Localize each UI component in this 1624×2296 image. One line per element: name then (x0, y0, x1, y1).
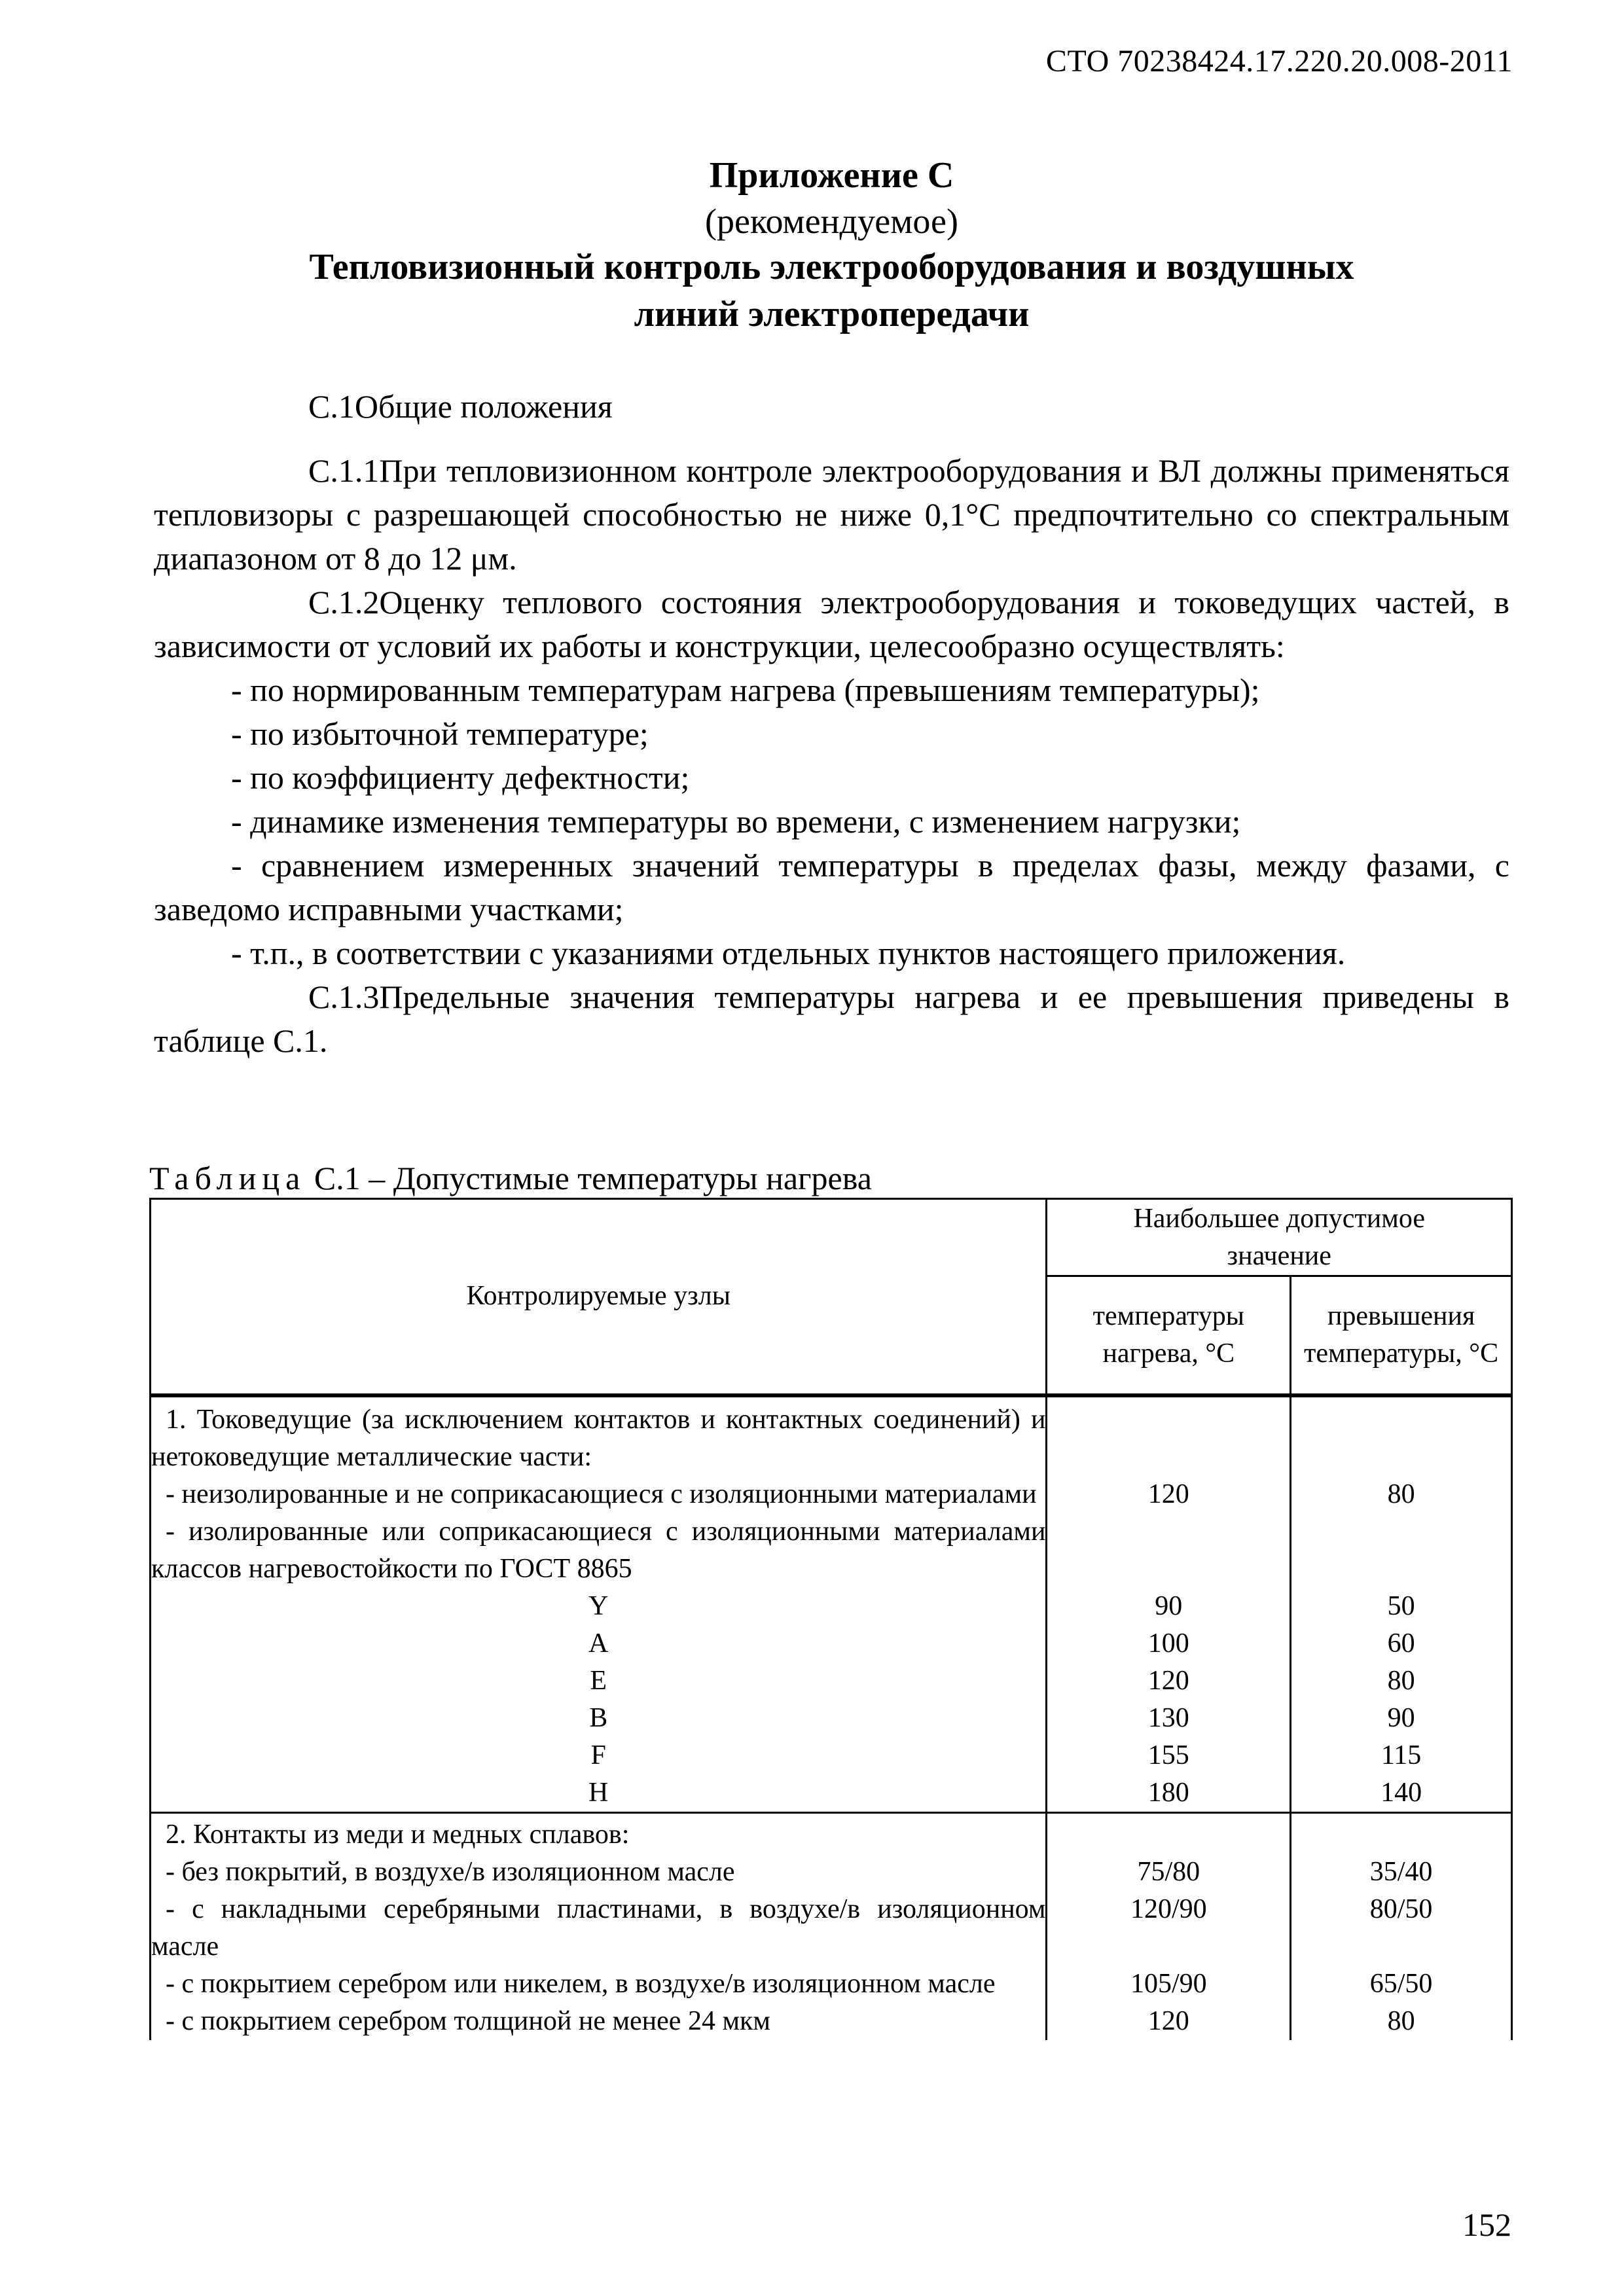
list-item: - т.п., в соответствии с указаниями отдельных пунктов настоящего приложения. (231, 935, 1346, 971)
table-row (151, 1588, 1512, 1625)
appendix-name-line-2: линий электропередачи (634, 294, 1030, 334)
group-1-item-1 (151, 1476, 1047, 1513)
group-2-item (151, 1891, 1047, 1965)
cell-temp: 130 (1047, 1700, 1291, 1737)
section-heading (154, 385, 1509, 429)
cell-text: - с покрытием серебром или никелем, в воздухе/в изоляционном масле (166, 1968, 996, 1999)
header-max-value-group: Наибольшее допустимое значение (1047, 1199, 1512, 1276)
table-row (151, 1812, 1512, 1854)
table-row (151, 1662, 1512, 1700)
table-row (151, 1700, 1512, 1737)
cell-temp: 75/80 (1047, 1854, 1291, 1891)
class-label: A (151, 1625, 1047, 1662)
table-caption (149, 1158, 872, 1198)
section-title: Общие положения (354, 388, 613, 425)
cell-text: - неизолированные и не соприкасающиеся с изоляционными материалами (166, 1479, 1037, 1509)
appendix-label: Приложение С (709, 155, 954, 196)
table-row (151, 1774, 1512, 1813)
paragraph-text: Оценку теплового состояния электрооборудования и токоведущих частей, в зависимости от условий их работы и конструкции, целесообразно осуществлять: (154, 584, 1509, 664)
cell-text: - с покрытием серебром толщиной не менее 24 мкм (166, 2005, 770, 2036)
paragraph-c-1-2 (154, 581, 1509, 668)
class-label: Y (151, 1588, 1047, 1625)
cell-temp: 155 (1047, 1737, 1291, 1774)
temperature-table (149, 1198, 1513, 2040)
list-item: - сравнением измеренных значений температуры в пределах фазы, между фазами, с заведомо исправными участками; (154, 847, 1509, 927)
group-2-item (151, 1854, 1047, 1891)
table-row (151, 1476, 1512, 1513)
cell-rise: 80 (1291, 2003, 1512, 2040)
cell-rise: 60 (1291, 1625, 1512, 1662)
header-temperature-rise: превышения температуры, °С (1291, 1276, 1512, 1395)
cell-rise: 80/50 (1291, 1891, 1512, 1965)
list-item: - динамике изменения температуры во времени, с изменением нагрузки; (231, 803, 1241, 840)
cell-rise: 35/40 (1291, 1854, 1512, 1891)
list-item: - по нормированным температурам нагрева (превышениям температуры); (231, 672, 1260, 708)
cell-rise: 90 (1291, 1700, 1512, 1737)
cell-temp: 180 (1047, 1774, 1291, 1813)
table-row (151, 1737, 1512, 1774)
header-controlled-nodes: Контролируемые узлы (151, 1199, 1047, 1395)
paragraph-c-1-3 (154, 975, 1509, 1063)
table-row (151, 1625, 1512, 1662)
table-row (151, 1854, 1512, 1891)
cell-temp: 120 (1047, 2003, 1291, 2040)
class-label: F (151, 1737, 1047, 1774)
group-2-item (151, 2003, 1047, 2040)
cell-text: - с накладными серебряными пластинами, в воздухе/в изоляционном масле (151, 1893, 1046, 1962)
cell-rise: 80 (1291, 1662, 1512, 1700)
class-label: H (151, 1774, 1047, 1813)
paragraph-text: При тепловизионном контроле электрооборудования и ВЛ должны применяться тепловизоры с разрешающей способностью не ниже 0,1°С предпочтительно со спектральным диапазоном от 8 до 12 μм. (154, 452, 1509, 577)
paragraph-c-1-1 (154, 449, 1509, 581)
paragraph-number: С.1.2 (308, 584, 380, 620)
header-heating-temperature: температуры нагрева, °С (1047, 1276, 1291, 1395)
cell-temp: 100 (1047, 1625, 1291, 1662)
table-row (151, 2003, 1512, 2040)
table-row (151, 1965, 1512, 2003)
table-row (151, 1891, 1512, 1965)
group-1-item-2 (151, 1513, 1047, 1588)
cell-temp: 105/90 (1047, 1965, 1291, 2003)
table-caption-text: С.1 – Допустимые температуры нагрева (314, 1160, 872, 1196)
cell-text: 2. Контакты из меди и медных сплавов: (166, 1819, 630, 1850)
page-number: 152 (1462, 2206, 1511, 2243)
paragraph-number: С.1.1 (308, 452, 380, 489)
document-code: СТО 70238424.17.220.20.008-2011 (1045, 44, 1513, 79)
cell-temp: 120/90 (1047, 1891, 1291, 1965)
list-item: - по коэффициенту дефектности; (231, 759, 690, 796)
cell-rise: 65/50 (1291, 1965, 1512, 2003)
group-2-title (151, 1812, 1047, 1854)
group-2-item (151, 1965, 1047, 2003)
cell-text: - изолированные или соприкасающиеся с изоляционными материалами классов нагревостойкости по ГОСТ 8865 (151, 1516, 1046, 1584)
cell-temp: 120 (1047, 1476, 1291, 1513)
cell-temp: 120 (1047, 1662, 1291, 1700)
section-body (154, 449, 1509, 1063)
paragraph-text: Предельные значения температуры нагрева и ее превышения приведены в таблице С.1. (154, 978, 1509, 1059)
appendix-title-block (154, 152, 1509, 338)
table-row (151, 1395, 1512, 1476)
table-caption-word: Таблица (149, 1160, 306, 1196)
cell-rise: 50 (1291, 1588, 1512, 1625)
paragraph-number: С.1.3 (308, 978, 380, 1015)
cell-rise: 140 (1291, 1774, 1512, 1813)
appendix-status: (рекомендуемое) (705, 202, 958, 241)
group-1-title (151, 1395, 1047, 1476)
list-item: - по избыточной температуре; (231, 715, 649, 752)
appendix-name-line-1: Тепловизионный контроль электрооборудования и воздушных (309, 247, 1354, 287)
cell-text: 1. Токоведущие (за исключением контактов и контактных соединений) и нетоковедущие металлические части: (151, 1404, 1046, 1472)
table-row (151, 1513, 1512, 1588)
cell-text: - без покрытий, в воздухе/в изоляционном масле (166, 1856, 735, 1887)
class-label: E (151, 1662, 1047, 1700)
cell-rise: 115 (1291, 1737, 1512, 1774)
cell-temp: 90 (1047, 1588, 1291, 1625)
section-number: С.1 (308, 388, 355, 425)
cell-rise: 80 (1291, 1476, 1512, 1513)
class-label: B (151, 1700, 1047, 1737)
